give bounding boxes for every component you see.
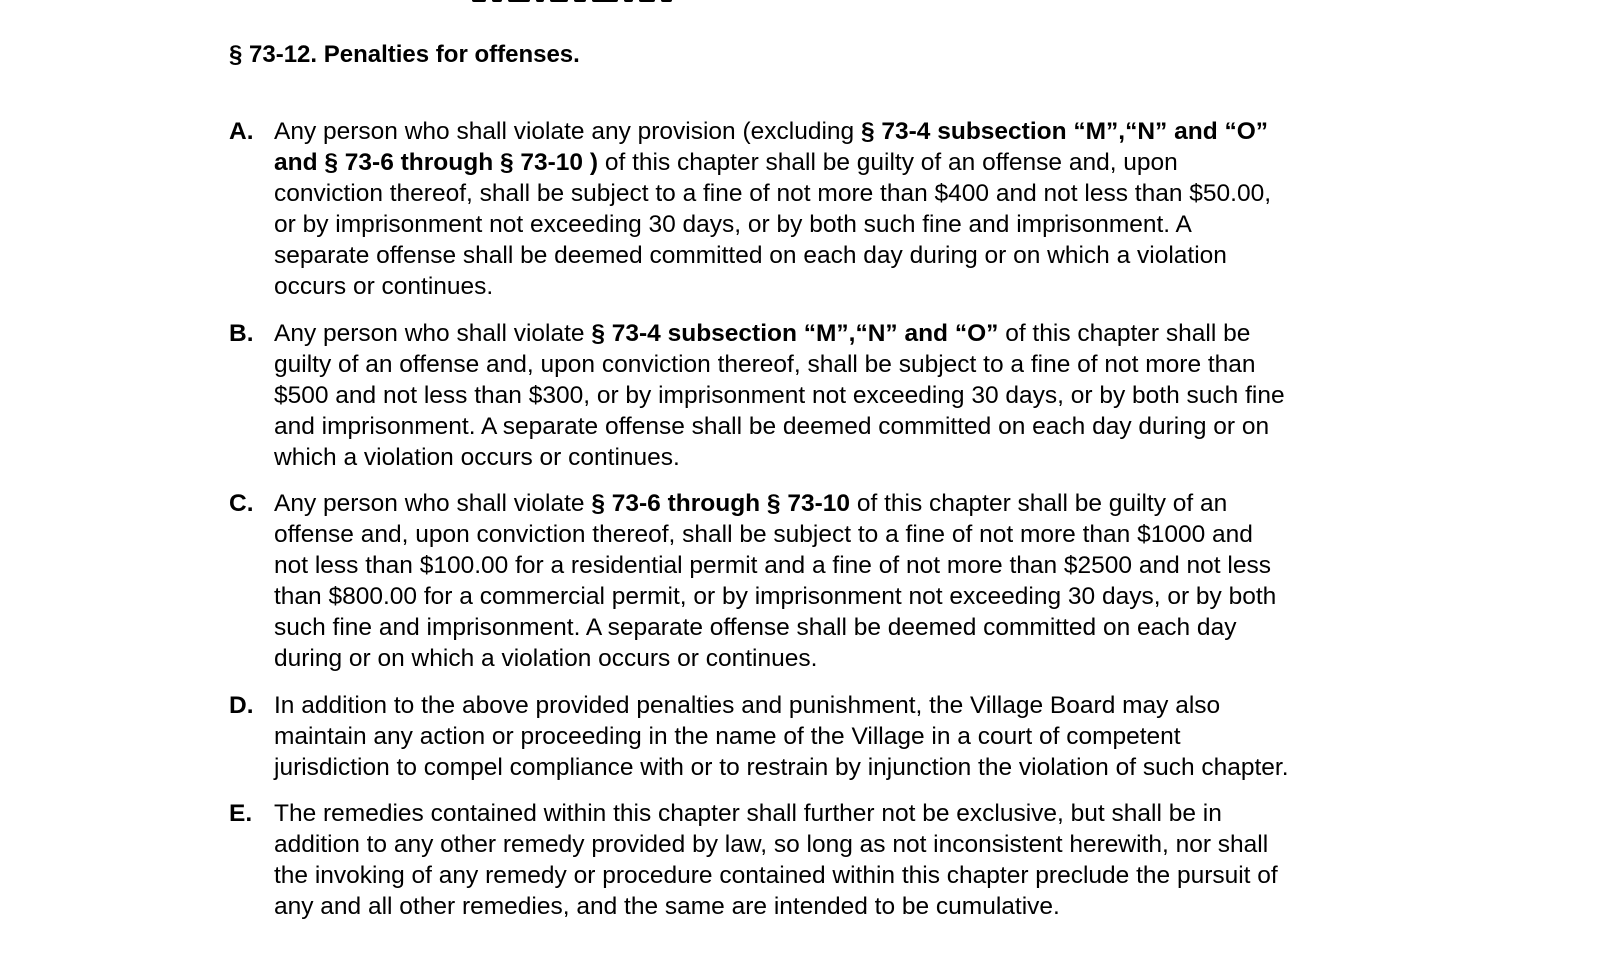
- item-letter: D.: [229, 692, 254, 719]
- item-letter: C.: [229, 490, 254, 517]
- text-line: maintain any action or proceeding in the name of the Village in a court of competent: [274, 723, 1181, 750]
- item-text: [274, 798, 1409, 922]
- text-line: Any person who shall violate any provision (excluding § 73-4 subsection “M”,“N” and “O”: [274, 118, 1269, 145]
- text-line: during or on which a violation occurs or continues.: [274, 645, 818, 672]
- item-text: [274, 488, 1409, 674]
- text-line: and imprisonment. A separate offense shall be deemed committed on each day during or on: [274, 413, 1270, 440]
- text-line: Any person who shall violate § 73-6 through § 73-10 of this chapter shall be guilty of an: [274, 490, 1228, 517]
- text-line: separate offense shall be deemed committed on each day during or on which a violation: [274, 242, 1227, 269]
- text-line: not less than $100.00 for a residential permit and a fine of not more than $2500 and not less: [274, 552, 1271, 579]
- text-line: The remedies contained within this chapter shall further not be exclusive, but shall be in: [274, 800, 1222, 827]
- text-line: or by imprisonment not exceeding 30 days, or by both such fine and imprisonment. A: [274, 211, 1192, 238]
- item-text: [274, 116, 1409, 302]
- item-letter: A.: [229, 118, 254, 145]
- text-line: addition to any other remedy provided by law, so long as not inconsistent herewith, nor shall: [274, 831, 1269, 858]
- item-text: [274, 318, 1409, 473]
- text-line: the invoking of any remedy or procedure contained within this chapter preclude the pursuit of: [274, 862, 1278, 889]
- text-line: than $800.00 for a commercial permit, or by imprisonment not exceeding 30 days, or by both: [274, 583, 1277, 610]
- text-line: jurisdiction to compel compliance with or to restrain by injunction the violation of such chapter.: [274, 754, 1289, 781]
- text-line: Any person who shall violate § 73-4 subsection “M”,“N” and “O” of this chapter shall be: [274, 320, 1251, 347]
- text-line: In addition to the above provided penalties and punishment, the Village Board may also: [274, 692, 1221, 719]
- text-line: occurs or continues.: [274, 273, 494, 300]
- text-line: $500 and not less than $300, or by imprisonment not exceeding 30 days, or by both such fine: [274, 382, 1285, 409]
- text-line: and § 73-6 through § 73-10 ) of this chapter shall be guilty of an offense and, upon: [274, 149, 1178, 176]
- text-line: any and all other remedies, and the same are intended to be cumulative.: [274, 893, 1060, 920]
- section-heading: § 73-12. Penalties for offenses.: [229, 41, 580, 68]
- item-text: [274, 690, 1409, 783]
- cut-off-previous-line: [472, 0, 712, 2]
- text-line: such fine and imprisonment. A separate offense shall be deemed committed on each day: [274, 614, 1237, 641]
- item-letter: B.: [229, 320, 254, 347]
- text-line: which a violation occurs or continues.: [274, 444, 680, 471]
- text-line: offense and, upon conviction thereof, shall be subject to a fine of not more than $1000 and: [274, 521, 1253, 548]
- text-line: conviction thereof, shall be subject to a fine of not more than $400 and not less than $50.00,: [274, 180, 1271, 207]
- item-letter: E.: [229, 800, 253, 827]
- text-line: guilty of an offense and, upon conviction thereof, shall be subject to a fine of not more than: [274, 351, 1256, 378]
